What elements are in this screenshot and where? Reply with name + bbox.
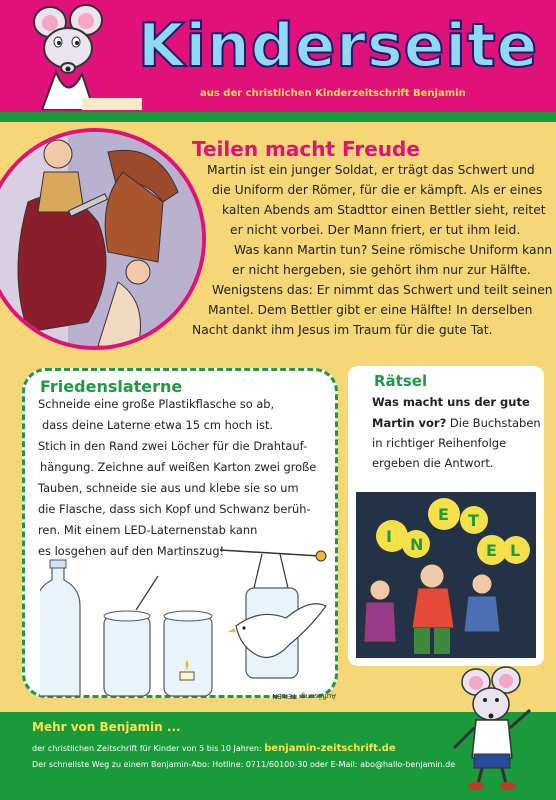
story-line: Wenigstens das: Er nimmt das Schwert und teilt seinen: [212, 283, 553, 297]
raetsel-question-end: Martin vor?: [372, 416, 447, 430]
raetsel-question: Was macht uns der gute: [372, 395, 530, 409]
footer-text: der christlichen Zeitschrift für Kinder von 5 bis 10 Jahren:: [32, 744, 262, 753]
lantern-letter: E: [438, 505, 449, 524]
lantern-heading: Friedenslaterne: [40, 377, 183, 396]
mouse-mascot-icon: [22, 2, 142, 110]
raetsel-line: ergeben die Antwort.: [372, 456, 494, 470]
lantern-line: dass deine Laterne etwa 15 cm hoch ist.: [42, 418, 274, 432]
lantern-line: die Flasche, dass sich Kopf und Schwanz berüh-: [38, 502, 311, 516]
lantern-line: Stich in den Rand zwei Löcher für die Drahtauf-: [38, 439, 308, 453]
story-line: Martin ist ein junger Soldat, er trägt das Schwert und: [207, 163, 535, 177]
lantern-line: ren. Mit einem LED-Laternenstab kann: [38, 523, 258, 537]
raetsel-illustration: [356, 492, 536, 658]
lantern-letter: I: [386, 527, 392, 546]
lantern-letter: E: [486, 541, 497, 560]
lantern-line: Schneide eine große Plastikflasche so ab,: [38, 397, 275, 411]
story-line: er nicht vorbei. Der Mann friert, er tut ihm leid.: [230, 223, 521, 237]
lantern-letter: T: [468, 511, 479, 530]
raetsel-line: [372, 413, 541, 433]
story-line: die Uniform der Römer, für die er kämpft. Als er eines: [212, 183, 543, 197]
footer-title: Mehr von Benjamin ...: [32, 720, 181, 734]
story-line: Nacht dankt ihm Jesus im Traum für die gute Tat.: [192, 323, 493, 337]
mouse-mascot-icon: [446, 664, 546, 794]
footer-website-link[interactable]: benjamin-zeitschrift.de: [264, 743, 396, 754]
raetsel-line: in richtiger Reihenfolge: [372, 436, 507, 450]
lantern-letter: L: [510, 541, 521, 560]
story-heading: Teilen macht Freude: [192, 137, 420, 161]
footer-line: Der schnellste Weg zu einem Benjamin-Abo: Hotline: 0711/60100-30 oder E-Mail: abo@hallo-benjamin.de: [32, 760, 456, 769]
footer-line: [32, 743, 396, 754]
story-illustration: [0, 128, 206, 350]
page-title: Kinderseite: [138, 11, 539, 81]
raetsel-text: Die Buchstaben: [446, 416, 541, 430]
lantern-letter: N: [410, 535, 424, 554]
lantern-line: es losgehen auf den Martinszug!: [38, 544, 225, 558]
story-line: kalten Abends am Stadttor einen Bettler sieht, reitet: [222, 203, 546, 217]
lantern-line: hängung. Zeichne auf weißen Karton zwei große: [40, 460, 317, 474]
story-line: Was kann Martin tun? Seine römische Uniform kann: [234, 243, 553, 257]
raetsel-heading: Rätsel: [374, 372, 428, 390]
riddle-solution: Auflösung: TEILEN: [272, 692, 336, 700]
header-strip: [0, 112, 556, 122]
page-subtitle: aus der christlichen Kinderzeitschrift Benjamin: [200, 88, 466, 99]
story-line: Mantel. Dem Bettler gibt er eine Hälfte! In derselben: [208, 303, 533, 317]
story-line: er nicht hergeben, sie gehört ihm nur zur Hälfte.: [232, 263, 531, 277]
lantern-drawing: [40, 548, 330, 698]
lantern-line: Tauben, schneide sie aus und klebe sie so um: [38, 481, 299, 495]
